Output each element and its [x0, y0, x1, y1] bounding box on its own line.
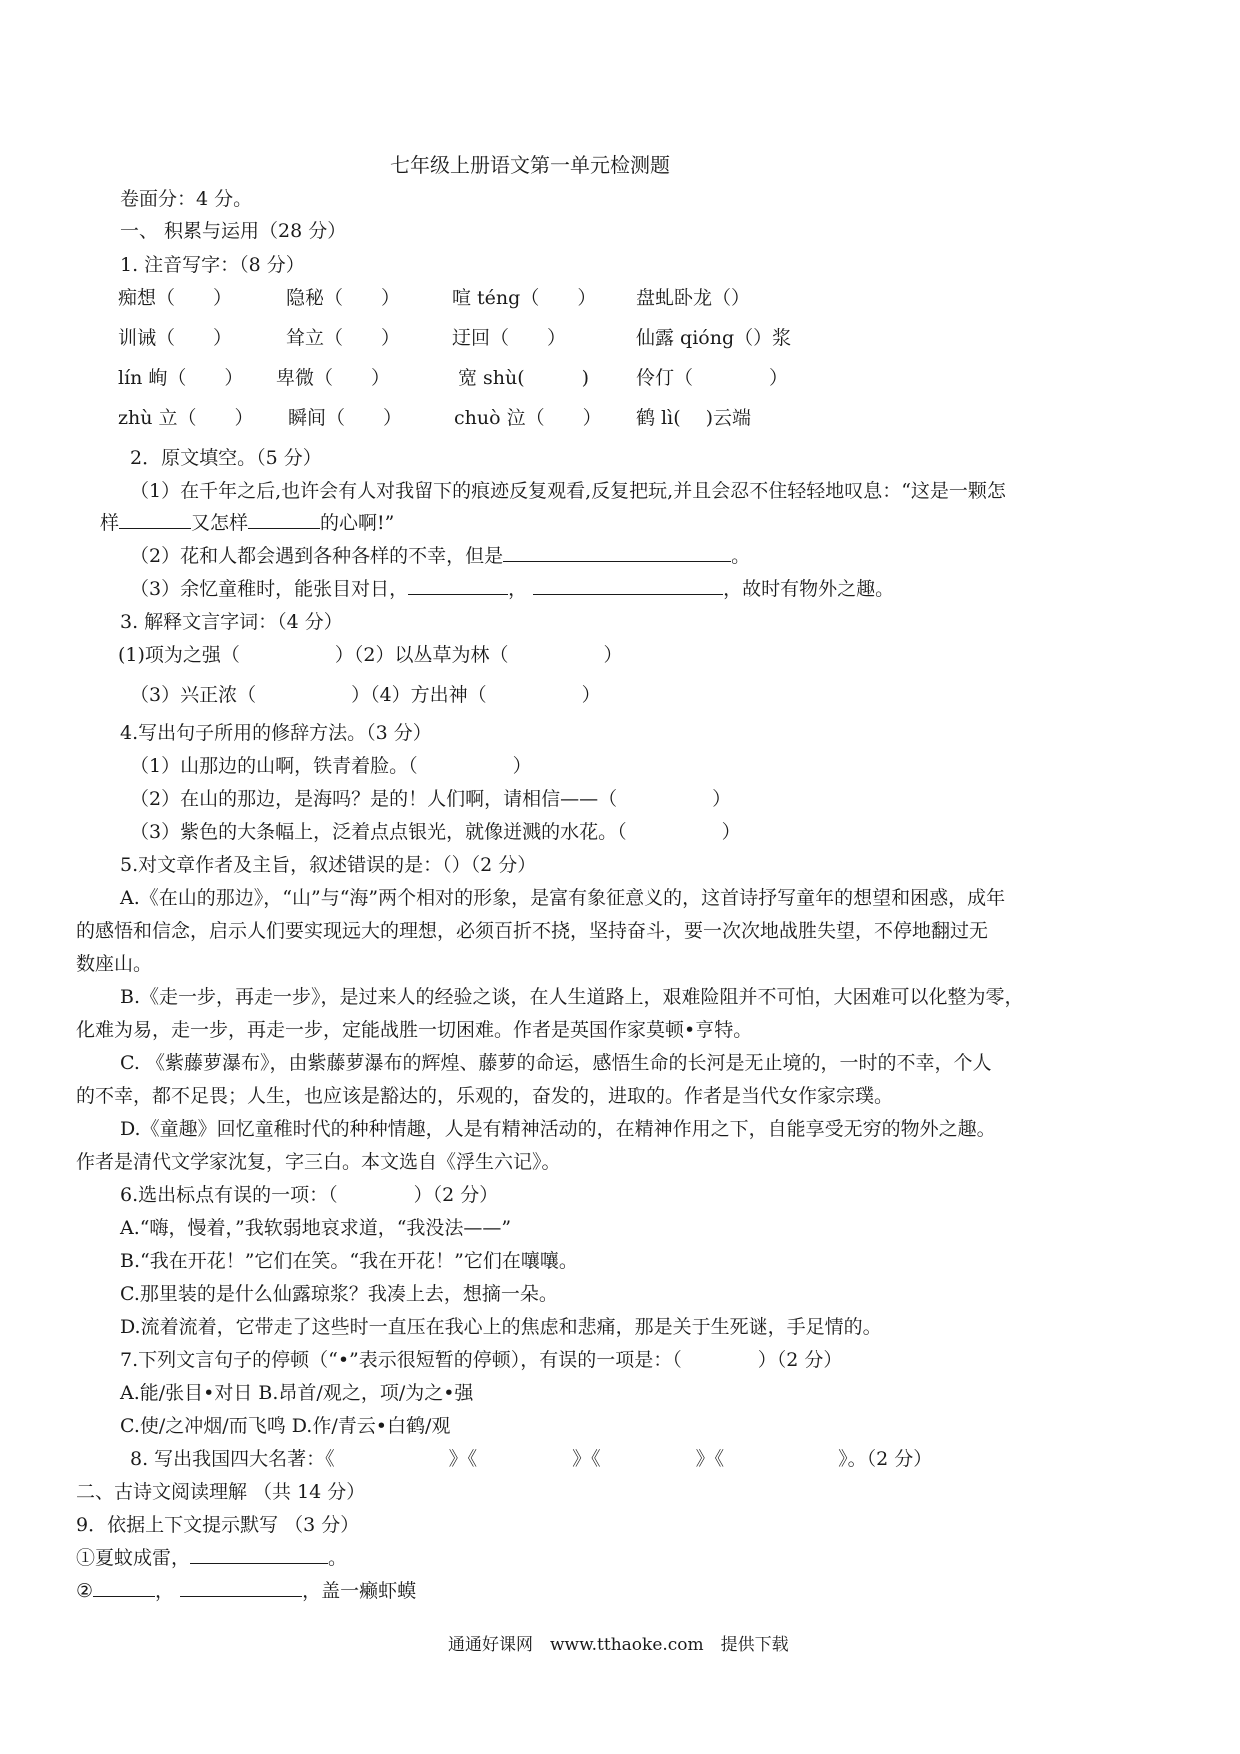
option-a-line: 的感悟和信念，启示人们要实现远大的理想，必须百折不挠，坚持奋斗，要一次次地战胜失望，不停地翻过无 [76, 920, 989, 942]
text-fragment: 又怎样 [191, 512, 249, 534]
option-a: A.“嗨，慢着，”我软弱地哀求道，“我没法——” [120, 1217, 512, 1239]
text-fragment: （2）花和人都会遇到各种各样的不幸，但是 [130, 545, 504, 567]
text-fragment: 的心啊!” [320, 512, 395, 534]
pinyin-item: 伶仃（ ） [636, 367, 789, 389]
text-fragment: ，盖一癞虾蟆 [302, 1580, 417, 1602]
pinyin-item: 盘虬卧龙（） [636, 287, 751, 309]
answer-blank[interactable] [119, 510, 191, 529]
option-a-line: A.《在山的那边》，“山”与“海”两个相对的形象，是富有象征意义的，这首诗抒写童年的想望和困惑，成年 [120, 887, 1006, 909]
option-b-line: 化难为易，走一步，再走一步，定能战胜一切困难。作者是英国作家莫顿•亨特。 [76, 1019, 753, 1041]
option-b-line: B.《走一步，再走一步》，是过来人的经验之谈，在人生道路上，艰难险阻并不可怕，大困难可以化整为零， [120, 986, 1024, 1008]
question-9-title: 9．依据上下文提示默写 （3 分） [76, 1514, 360, 1536]
answer-blank[interactable] [190, 1545, 328, 1564]
options-cd: C.使/之冲烟/而飞鸣 D.作/青云•白鹤/观 [120, 1415, 451, 1437]
pinyin-item: 耸立（ ） [286, 327, 401, 349]
pinyin-item: 隐秘（ ） [286, 287, 401, 309]
pinyin-item: 训诫（ ） [118, 327, 233, 349]
option-c: C.那里装的是什么仙露琼浆？我凑上去，想摘一朵。 [120, 1283, 558, 1305]
pinyin-item: 痴想（ ） [118, 287, 233, 309]
question-8: 8. 写出我国四大名著：《 》《 》《 》《 》。（2 分） [130, 1448, 933, 1470]
option-b: B.“我在开花！”它们在笑。“我在开花！”它们在嚷嚷。 [120, 1250, 578, 1272]
question-3-title: 3. 解释文言字词：（4 分） [120, 611, 343, 633]
question-9-line [76, 1545, 347, 1571]
pinyin-item: 宽 shù( ) [458, 367, 590, 389]
pinyin-item: 仙露 qióng（）浆 [636, 327, 792, 349]
text-fragment: ，故时有物外之趣。 [723, 578, 895, 600]
pinyin-item: zhù 立（ ） [118, 407, 254, 429]
option-c-line: C. 《紫藤萝瀑布》，由紫藤萝瀑布的辉煌、藤萝的命运，感悟生命的长河是无止境的，一时的不幸，个人 [120, 1052, 992, 1074]
text-fragment: ② [76, 1580, 94, 1602]
options-ab: A.能/张目•对日 B.昂首/观之，项/为之•强 [120, 1382, 474, 1404]
pinyin-item: chuò 泣（ ） [454, 407, 602, 429]
text-fragment: ， [155, 1580, 175, 1602]
question-4-line: （1）山那边的山啊，铁青着脸。（ ） [130, 755, 532, 777]
text-fragment: 。 [731, 545, 751, 567]
question-2-line [130, 576, 894, 602]
question-4-line: （2）在山的那边，是海吗？是的！人们啊，请相信——（ ） [130, 788, 732, 810]
question-9-line [76, 1578, 416, 1604]
question-2-title: 2．原文填空。（5 分） [130, 447, 322, 469]
question-2-line [100, 510, 394, 536]
answer-blank[interactable] [503, 543, 731, 562]
option-d: D.流着流着，它带走了这些时一直压在我心上的焦虑和悲痛，那是关于生死谜，手足情的。 [120, 1316, 882, 1338]
section-heading-2: 二、古诗文阅读理解 （共 14 分） [76, 1481, 366, 1503]
question-2-line [130, 543, 750, 569]
score-note: 卷面分：4 分。 [120, 188, 253, 210]
question-5-title: 5.对文章作者及主旨，叙述错误的是：（）（2 分） [120, 854, 537, 876]
option-a-line: 数座山。 [76, 953, 153, 975]
footer-source: 通通好课网 www.tthaoke.com 提供下载 [448, 1635, 789, 1655]
pinyin-item: 喧 téng（ ） [452, 287, 597, 309]
answer-blank[interactable] [533, 576, 723, 595]
question-4-title: 4.写出句子所用的修辞方法。（3 分） [120, 722, 432, 744]
question-3-line: （3）兴正浓（ ）（4）方出神（ ） [130, 684, 601, 706]
text-fragment: 。 [328, 1547, 348, 1569]
pinyin-item: 迂回（ ） [452, 327, 567, 349]
pinyin-item: lín 峋（ ） [118, 367, 244, 389]
answer-blank[interactable] [180, 1578, 302, 1597]
question-7-title: 7.下列文言句子的停顿（“•”表示很短暂的停顿），有误的一项是：（ ）（2 分） [120, 1349, 843, 1371]
text-fragment: （3）余忆童稚时，能张目对日， [130, 578, 409, 600]
pinyin-item: 瞬间（ ） [288, 407, 403, 429]
question-1-title: 1. 注音写字：（8 分） [120, 254, 305, 276]
pinyin-item: 卑微（ ） [276, 367, 391, 389]
page-title: 七年级上册语文第一单元检测题 [390, 153, 670, 177]
question-4-line: （3）紫色的大条幅上，泛着点点银光，就像迸溅的水花。（ ） [130, 821, 741, 843]
question-6-title: 6.选出标点有误的一项：（ ）（2 分） [120, 1184, 499, 1206]
option-d-line: D.《童趣》回忆童稚时代的种种情趣，人是有精神活动的，在精神作用之下，自能享受无穷的物外之趣。 [120, 1118, 996, 1140]
answer-blank[interactable] [93, 1578, 155, 1597]
question-2-line: （1）在千年之后,也许会有人对我留下的痕迹反复观看,反复把玩,并且会忍不住轻轻地叹息：“这是一颗怎 [130, 480, 1006, 502]
text-fragment: ①夏蚊成雷， [76, 1547, 191, 1569]
text-fragment: ， [508, 578, 528, 600]
text-fragment: 样 [100, 512, 120, 534]
answer-blank[interactable] [408, 576, 508, 595]
question-3-line: (1)项为之强（ ）（2）以丛草为林（ ） [118, 644, 623, 666]
option-d-line: 作者是清代文学家沈复，字三白。本文选自《浮生六记》。 [76, 1151, 561, 1173]
option-c-line: 的不幸，都不足畏；人生，也应该是豁达的，乐观的，奋发的，进取的。作者是当代女作家宗璞。 [76, 1085, 894, 1107]
answer-blank[interactable] [248, 510, 320, 529]
pinyin-item: 鹤 lì( )云端 [636, 407, 752, 429]
section-heading-1: 一、 积累与运用（28 分） [120, 220, 347, 242]
